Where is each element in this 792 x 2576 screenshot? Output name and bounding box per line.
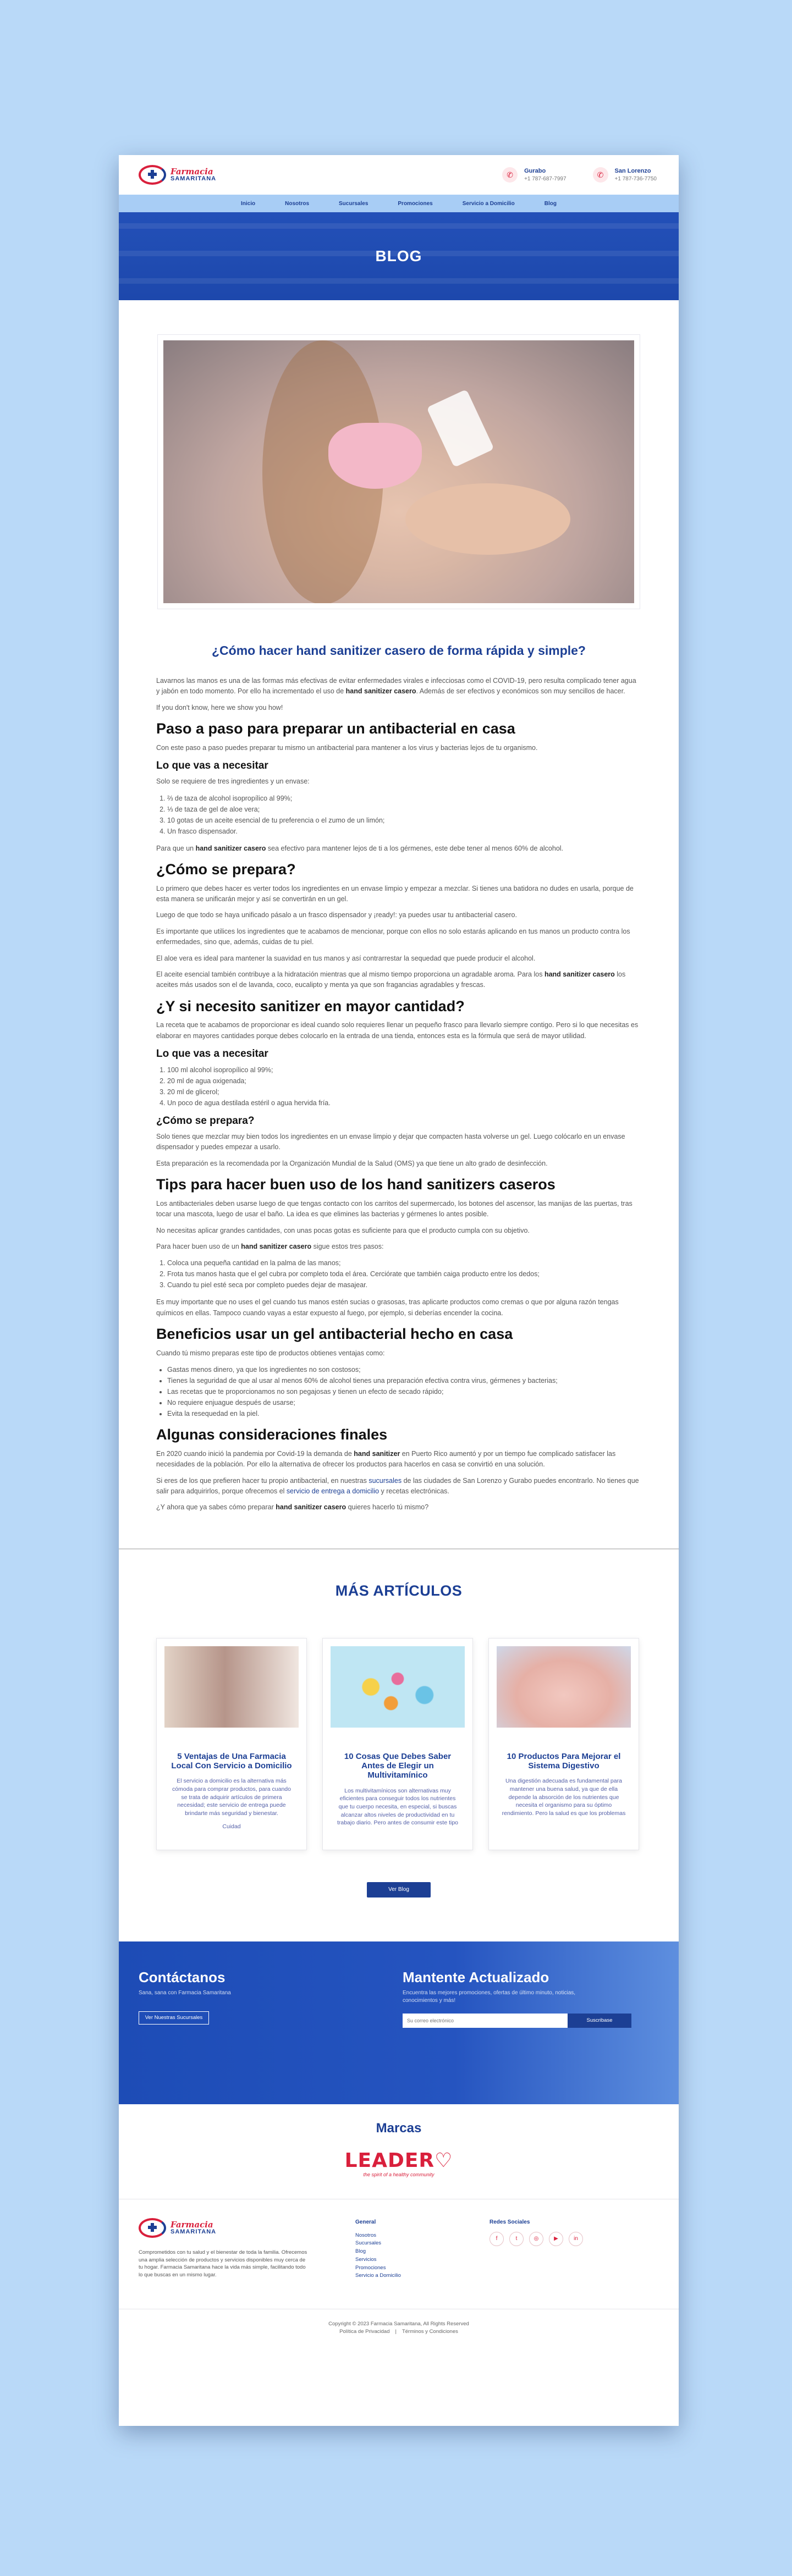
list-item: 3. 20 ml de glicerol; (167, 1086, 641, 1097)
footer-link-blog[interactable]: Blog (355, 2248, 366, 2255)
contact-san-lorenzo[interactable] (593, 167, 657, 183)
list-item: 1. 100 ml alcohol isopropílico al 99%; (167, 1064, 641, 1075)
article-paragraph: Es muy importante que no uses el gel cuando tus manos estén sucias o grasosas, tras aplicarte productos como cremas o que por alguna razón tengas químicos en ellas. Tampoco cuando vayas a estar expuesto al fuego, por ejemplo, si deberías encender la cocina. (156, 1298, 619, 1317)
card-image (331, 1646, 465, 1728)
logo-icon (139, 163, 166, 187)
section-heading: Tips para hacer buen uso de los hand sanitizers caseros (156, 1176, 556, 1193)
logo-line1: Farmacia (170, 2219, 213, 2230)
leader-logo[interactable] (345, 2149, 453, 2177)
footer-logo[interactable] (139, 2216, 355, 2240)
ingredient-list (167, 793, 641, 837)
newsletter-title: Mantente Actualizado (403, 1968, 549, 1985)
article (119, 334, 679, 1513)
delivery-link[interactable]: servicio de entrega a domicilio (286, 1487, 380, 1495)
section-heading: Paso a paso para preparar un antibacterial en casa (156, 720, 515, 737)
list-item: 2. Frota tus manos hasta que el gel cubra por completo toda el área. Cerciórate que también caiga producto entre los dedos; (167, 1268, 641, 1279)
youtube-icon[interactable]: ▶ (549, 2232, 563, 2246)
contact-name: Gurabo (524, 168, 546, 174)
subsection-heading: ¿Cómo se prepara? (156, 1115, 255, 1127)
nav-servicio-domicilio[interactable]: Servicio a Domicilio (462, 200, 515, 207)
logo[interactable] (139, 163, 216, 187)
footer-link-servicios[interactable]: Servicios (355, 2256, 377, 2263)
list-item: • Gastas menos dinero, ya que los ingredientes no son costosos; (167, 1364, 641, 1375)
article-paragraph: Con este paso a paso puedes preparar tu mismo un antibacterial para mantener a los virus y bacterias lejos de tu organismo. (156, 743, 538, 752)
contact-gurabo[interactable] (502, 167, 566, 183)
card-title[interactable]: 5 Ventajas de Una Farmacia Local Con Servicio a Domicilio (171, 1751, 292, 1770)
steps-list (167, 1257, 641, 1290)
article-cards (156, 1638, 641, 1850)
card-link[interactable]: Cuidad (222, 1823, 241, 1830)
contact-title: Contáctanos (139, 1968, 226, 1985)
article-paragraph: La receta que te acabamos de proporcionar es ideal cuando solo requieres llenar un pequeño frasco para llevarlo siempre contigo. Pero si lo que necesitas es elaborar en mayores cantidades porque debes colocarlo en la entrada de una tienda, entonces esta es la fórmula que será de mayor utilidad. (156, 1021, 639, 1040)
list-item: 3. 10 gotas de un aceite esencial de tu preferencia o el zumo de un limón; (167, 815, 641, 826)
footer-about (139, 2216, 355, 2309)
card-title[interactable]: 10 Productos Para Mejorar el Sistema Digestivo (507, 1751, 621, 1770)
hero-image-frame (157, 334, 640, 609)
site-footer (119, 2199, 679, 2309)
more-articles-title: MÁS ARTÍCULOS (335, 1582, 463, 1599)
nav-blog[interactable]: Blog (544, 200, 557, 207)
subsection-heading: Lo que vas a necesitar (156, 1048, 268, 1060)
contact-section (139, 1969, 403, 2104)
leader-logo-text: LEADER (344, 2149, 435, 2172)
page (119, 155, 679, 2426)
ver-blog-button[interactable]: Ver Blog (367, 1882, 431, 1897)
footer-general-title: General (355, 2219, 376, 2225)
instagram-icon[interactable]: ◎ (529, 2232, 543, 2246)
facebook-icon[interactable]: f (490, 2232, 504, 2246)
card-image (164, 1646, 299, 1728)
article-paragraph: Lo primero que debes hacer es verter todos los ingredientes en un envase limpio y empezar a mezclar. Si tienes una batidora no dudes en usarla, porque de esta manera se unificarán mejor y así se convertirán en un gel. (156, 884, 634, 903)
branches-button[interactable]: Ver Nuestras Sucursales (139, 2011, 209, 2025)
article-card[interactable] (156, 1638, 307, 1850)
article-paragraph: Solo se requiere de tres ingredientes y un envase: (156, 777, 310, 786)
list-item: • No requiere enjuague después de usarse; (167, 1397, 641, 1408)
ingredient-list (167, 1064, 641, 1108)
section-heading: ¿Y si necesito sanitizer en mayor cantidad? (156, 997, 465, 1014)
card-title[interactable]: 10 Cosas Que Debes Saber Antes de Elegir un Multivitamínico (344, 1751, 452, 1780)
subsection-heading: Lo que vas a necesitar (156, 760, 268, 772)
newsletter-section (403, 1969, 659, 2104)
copyright-bar: Copyright © 2023 Farmacia Samaritana, All Rights Reserved Política de Privacidad | Términos y Condiciones (119, 2309, 679, 2347)
nav-promociones[interactable]: Promociones (398, 200, 433, 207)
benefits-list (167, 1364, 641, 1419)
newsletter-subtitle: Encuentra las mejores promociones, ofertas de último minuto, noticias, conocimientos y más! (403, 1989, 576, 2004)
article-paragraph: No necesitas aplicar grandes cantidades, con unas pocas gotas es suficiente para que el producto cumpla con su objetivo. (156, 1226, 530, 1234)
article-paragraph: El aceite esencial también contribuye a la hidratación mientras que al mismo tiempo proporciona un agradable aroma. Para los hand sanitizer casero los aceites más usados son el de lavanda, coco, eucalipto y menta ya que son fragancias agradables y frescas. (156, 970, 626, 989)
footer-social (490, 2216, 583, 2309)
site-header (119, 155, 679, 195)
contact-name: San Lorenzo (614, 168, 651, 174)
contact-subtitle: Sana, sana con Farmacia Samaritana (139, 1989, 231, 1996)
nav-inicio[interactable]: Inicio (240, 200, 256, 207)
nav-sucursales[interactable]: Sucursales (339, 200, 369, 207)
footer-general (355, 2216, 490, 2309)
brands-title: Marcas (376, 2120, 422, 2136)
article-paragraph: Para hacer buen uso de un hand sanitizer casero sigue estos tres pasos: (156, 1243, 384, 1250)
sucursales-link[interactable]: sucursales (369, 1476, 402, 1485)
twitter-icon[interactable]: t (509, 2232, 524, 2246)
article-paragraph: Lavarnos las manos es una de las formas más efectivas de evitar enfermedades virales e infecciosas como el COVID-19, pero resulta complicado tener agua y jabón en todo momento. Por ello ha incrementado el uso de hand sanitizer casero. Además de ser efectivos y económicos son muy sencillos de hacer. (156, 677, 636, 696)
list-item: • Evita la resequedad en la piel. (167, 1408, 641, 1419)
list-item: • Tienes la seguridad de que al usar al menos 60% de alcohol tienes una preparación efectiva contra virus, gérmenes y bacterias; (167, 1375, 641, 1386)
article-paragraph: Esta preparación es la recomendada por la Organización Mundial de la Salud (OMS) ya que tiene un alto grado de desinfección. (156, 1159, 548, 1167)
header-contacts (502, 167, 657, 183)
list-item: 4. Un frasco dispensador. (167, 826, 641, 837)
list-item: 2. ⅓ de taza de gel de aloe vera; (167, 804, 641, 815)
footer-social-title: Redes Sociales (490, 2219, 530, 2225)
email-input[interactable] (403, 2014, 568, 2028)
privacy-link[interactable]: Política de Privacidad (339, 2329, 390, 2335)
article-title: ¿Cómo hacer hand sanitizer casero de forma rápida y simple? (212, 643, 586, 658)
heart-icon: ♡ (435, 2149, 453, 2172)
logo-icon (139, 2216, 166, 2240)
page-title: BLOG (375, 247, 422, 264)
footer-link-sucursales[interactable]: Sucursales (355, 2240, 381, 2247)
more-articles (119, 1549, 679, 1897)
card-excerpt: El servicio a domicilio es la alternativa más cómoda para comprar productos, para cuando se trata de adquirir artículos de primera necesidad; este servicio de entrega puede brindarte más seguridad y bienestar. (172, 1778, 291, 1817)
article-paragraph: Los antibacteriales deben usarse luego de que tengas contacto con los carritos del supermercado, los botones del ascensor, las manijas de las puertas, tras tocar una mascota, luego de usar el baño. La idea es que elimines las bacterias y gérmenes lo antes posible. (156, 1199, 632, 1218)
footer-about-text: Comprometidos con tu salud y el bienestar de toda la familia. Ofrecemos una amplia selección de productos y servicios disponibles muy cerca de tu hogar. Farmacia Samaritana hace la vida más simple, facilitando todo lo que buscas en un mismo lugar. (139, 2249, 307, 2279)
article-paragraph: En 2020 cuando inició la pandemia por Covid-19 la demanda de hand sanitizer en Puerto Rico aumentó y por un tiempo fue complicado satisfacer las necesidades de la población. Por ello la alternativa de ofrecer los productos para hacerlos en casa se convirtió en una solución. (156, 1449, 616, 1469)
logo-line2: SAMARITANA (170, 2228, 217, 2235)
list-item: 2. 20 ml de agua oxigenada; (167, 1075, 641, 1086)
list-item: 4. Un poco de agua destilada estéril o agua hervida fría. (167, 1097, 641, 1108)
article-paragraph: Para que un hand sanitizer casero sea efectivo para mantener lejos de ti a los gérmenes, este debe tener al menos 60% de alcohol. (156, 844, 564, 852)
article-paragraph: Es importante que utilices los ingredientes que te acabamos de mencionar, porque con ellos no solo estarás aplicando en tus manos un producto contra los enfermedades, sino que, además, cuidas de tu piel. (156, 927, 630, 946)
section-heading: ¿Cómo se prepara? (156, 860, 296, 878)
list-item: 3. Cuando tu piel esté seca por completo puedes dejar de masajear. (167, 1279, 641, 1290)
article-paragraph: El aloe vera es ideal para mantener la suavidad en tus manos y así contrarrestar la sequedad que puede producir el alcohol. (156, 954, 536, 962)
article-card[interactable] (488, 1638, 639, 1850)
contact-phone: +1 787-736-7750 (614, 176, 657, 182)
footer-link-nosotros[interactable]: Nosotros (355, 2232, 377, 2238)
footer-link-promociones[interactable]: Promociones (355, 2264, 386, 2271)
section-heading: Algunas consideraciones finales (156, 1426, 388, 1443)
list-item: • Las recetas que te proporcionamos no son pegajosas y tienen un efecto de secado rápido; (167, 1386, 641, 1397)
phone-icon: ✆ (502, 167, 518, 183)
nav-nosotros[interactable]: Nosotros (285, 200, 310, 207)
terms-link[interactable]: Términos y Condiciones (402, 2329, 458, 2335)
contact-phone: +1 787-687-7997 (524, 176, 566, 182)
page-banner (119, 212, 679, 300)
card-excerpt: Una digestión adecuada es fundamental para mantener una buena salud, ya que de ella depende la absorción de los nutrientes que necesita el organismo para su óptimo rendimiento. Pero la salud es que los problemas (502, 1778, 626, 1817)
linkedin-icon[interactable]: in (569, 2232, 583, 2246)
logo-line2: SAMARITANA (170, 175, 217, 182)
footer-link-domicilio[interactable]: Servicio a Domicilio (355, 2272, 401, 2279)
section-heading: Beneficios usar un gel antibacterial hecho en casa (156, 1326, 513, 1343)
article-paragraph: Solo tienes que mezclar muy bien todos los ingredientes en un envase limpio y dejar que compacten hasta volverse un gel. Luego colócarlo en un envase dispensador y puedes empezar a usarlo. (156, 1133, 625, 1151)
article-paragraph: Luego de que todo se haya unificado pásalo a un frasco dispensador y ¡ready!: ya puedes usar tu antibacterial casero. (156, 911, 517, 919)
list-item: 1. Coloca una pequeña cantidad en la palma de las manos; (167, 1257, 641, 1268)
phone-icon: ✆ (593, 167, 608, 183)
newsletter-form (403, 2014, 659, 2028)
list-item: 1. ⅔ de taza de alcohol isopropílico al 99%; (167, 793, 641, 804)
copyright-text: Copyright © 2023 Farmacia Samaritana, All Rights Reserved (328, 2320, 469, 2327)
hero-image (163, 340, 634, 603)
article-paragraph: If you don't know, here we show you how! (156, 703, 283, 711)
article-paragraph: ¿Y ahora que ya sabes cómo preparar hand sanitizer casero quieres hacerlo tú mismo? (156, 1503, 429, 1512)
article-paragraph: Cuando tú mismo preparas este tipo de productos obtienes ventajas como: (156, 1349, 385, 1357)
card-image (497, 1646, 631, 1728)
subscribe-button[interactable]: Suscribase (568, 2014, 631, 2028)
leader-tagline: the spirit of a healthy community (363, 2171, 435, 2177)
article-paragraph: Si eres de los que prefieren hacer tu propio antibacterial, en nuestras sucursales de las ciudades de San Lorenzo y Gurabo puedes encontrarlo. No tienes que salir para adquirirlos, porque ofrecemos el servicio de entrega a domicilio y recetas electrónicas. (156, 1476, 639, 1495)
card-excerpt: Los multivitamínicos son alternativas muy eficientes para conseguir todos los nutrientes que tu cuerpo necesita, en especial, si buscas alcanzar altos niveles de productividad en tu trabajo diario. Pero antes de consumir este tipo (337, 1787, 459, 1827)
contact-newsletter-band (119, 1941, 679, 2104)
brands-section (119, 2104, 679, 2199)
article-card[interactable] (322, 1638, 473, 1850)
logo-line1: Farmacia (170, 167, 213, 176)
main-nav (119, 195, 679, 212)
